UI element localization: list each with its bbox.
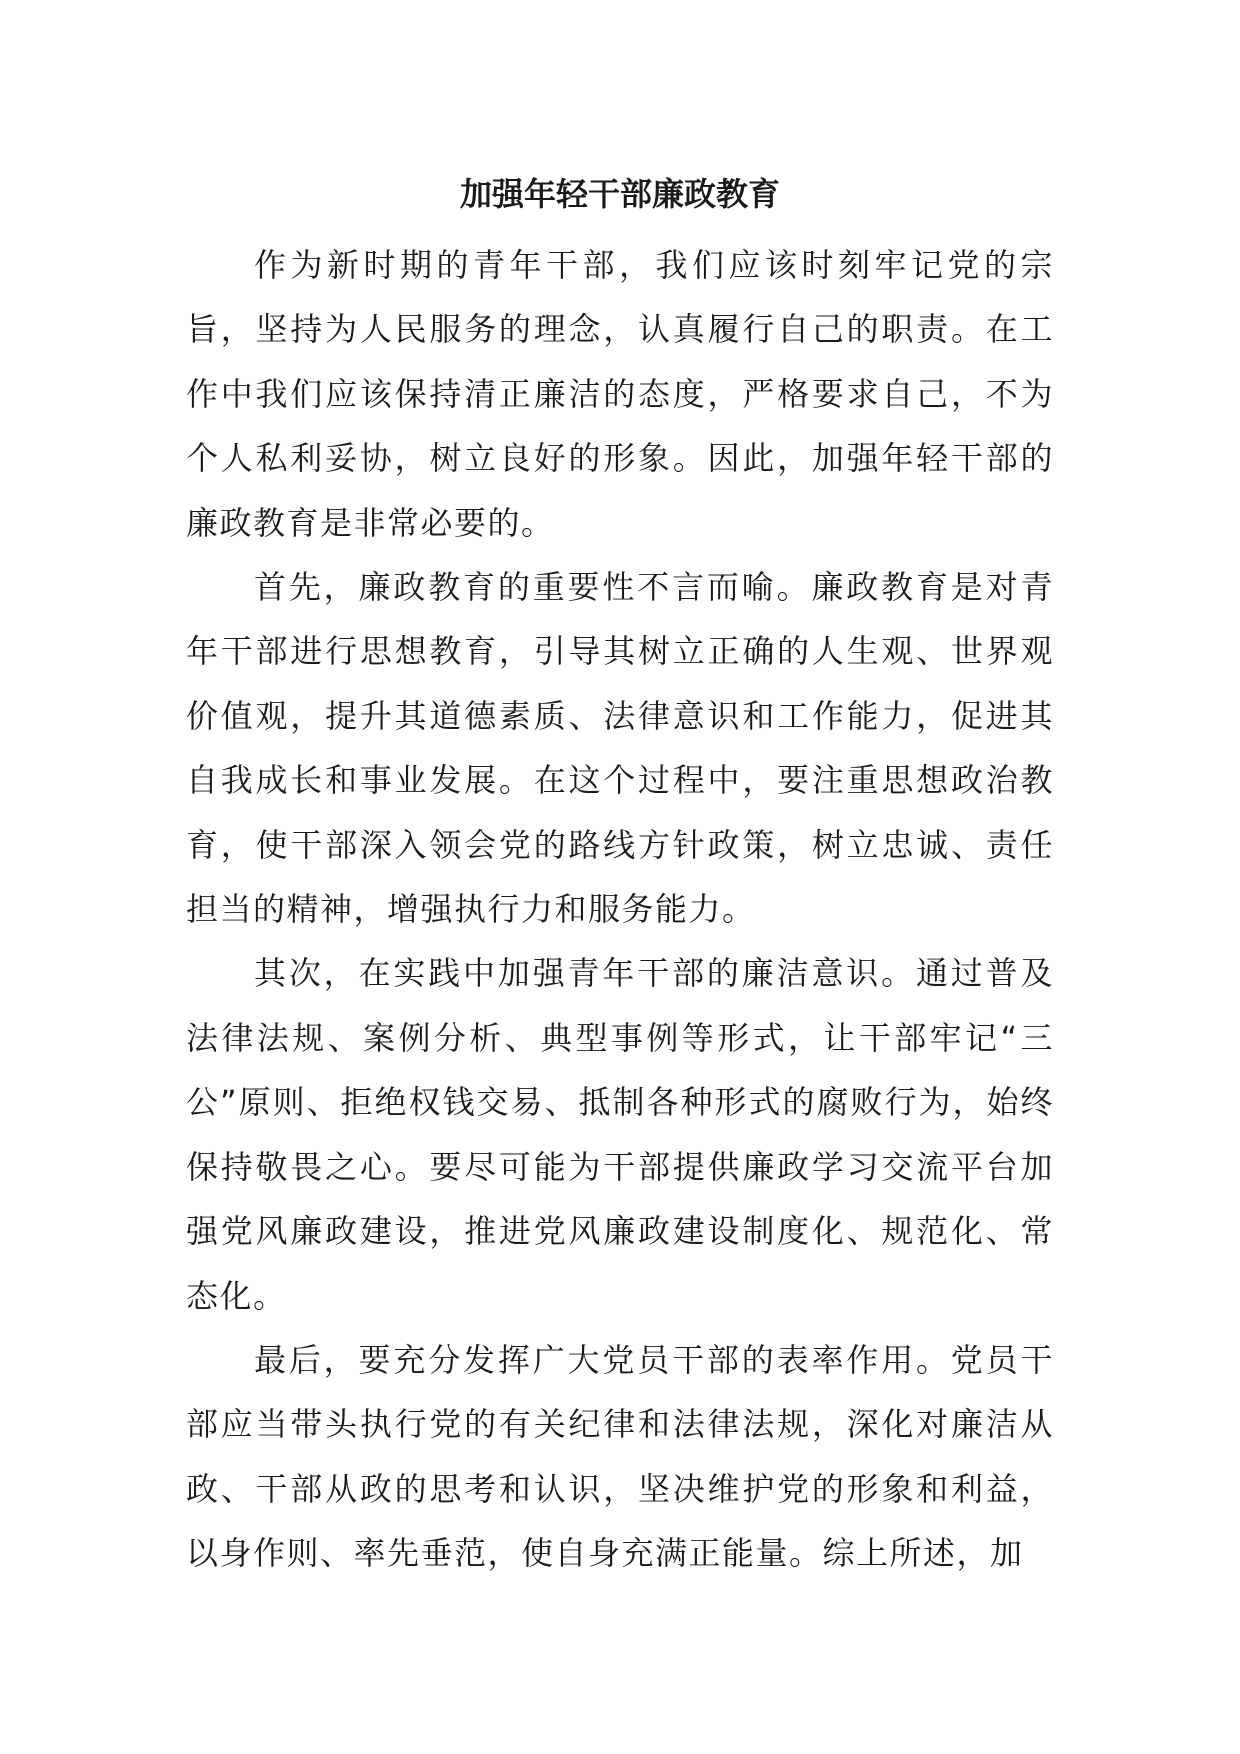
document-title: 加强年轻干部廉政教育 bbox=[459, 175, 780, 213]
document-body bbox=[186, 233, 1054, 1586]
paragraph-1: 作为新时期的青年干部，我们应该时刻牢记党的宗旨，坚持为人民服务的理念，认真履行自己的职责。在工作中我们应该保持清正廉洁的态度，严格要求自己，不为个人私利妥协，树立良好的形象。因此，加强年轻干部的廉政教育是非常必要的。 bbox=[186, 246, 1054, 542]
document-page bbox=[186, 0, 1054, 1754]
paragraph-2: 首先，廉政教育的重要性不言而喻。廉政教育是对青年干部进行思想教育，引导其树立正确的人生观、世界观价值观，提升其道德素质、法律意识和工作能力，促进其自我成长和事业发展。在这个过程中，要注重思想政治教育，使干部深入领会党的路线方针政策，树立忠诚、责任担当的精神，增强执行力和服务能力。 bbox=[186, 568, 1054, 929]
paragraph-3: 其次，在实践中加强青年干部的廉洁意识。通过普及法律法规、案例分析、典型事例等形式，让干部牢记“三公”原则、拒绝权钱交易、抵制各种形式的腐败行为，始终保持敬畏之心。要尽可能为干部提供廉政学习交流平台加强党风廉政建设，推进党风廉政建设制度化、规范化、常态化。 bbox=[186, 954, 1054, 1315]
paragraph-4: 最后，要充分发挥广大党员干部的表率作用。党员干部应当带头执行党的有关纪律和法律法规，深化对廉洁从政、干部从政的思考和认识，坚决维护党的形象和利益，以身作则、率先垂范，使自身充满正能量。综上所述，加 bbox=[186, 1340, 1054, 1573]
